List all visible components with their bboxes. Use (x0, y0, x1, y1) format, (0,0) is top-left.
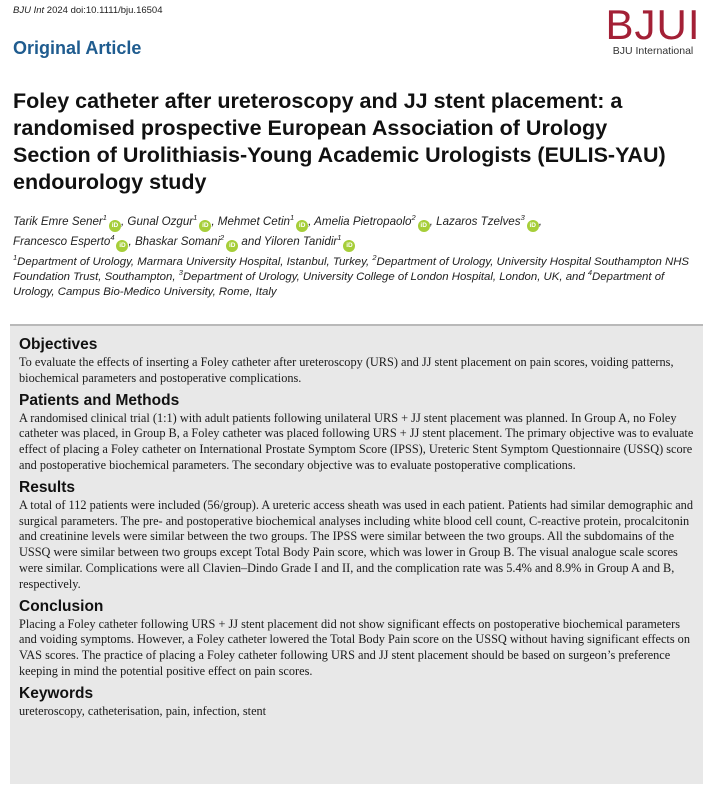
author-separator: , (128, 235, 132, 248)
author-name: and Yiloren Tanidir (241, 235, 338, 248)
author-list (13, 212, 703, 252)
section-heading-results: Results (19, 478, 75, 496)
affiliation-text: Department of Urology, University College of London Hospital, London, UK, and (182, 271, 588, 283)
author-entry (218, 215, 312, 228)
section-body-keywords: ureteroscopy, catheterisation, pain, infection, stent (19, 703, 267, 718)
author-separator: , (308, 215, 312, 228)
author-name: Mehmet Cetin (217, 215, 290, 228)
orcid-icon[interactable]: iD (199, 220, 211, 232)
author-separator: , (429, 215, 433, 228)
author-name: Amelia Pietropaolo (314, 215, 412, 228)
author-separator: , (120, 215, 125, 228)
author-name: Bhaskar Somani (134, 235, 221, 248)
affiliation-number: 4 (587, 268, 593, 278)
author-entry (127, 215, 214, 228)
author-separator: , (211, 215, 215, 228)
orcid-icon[interactable]: iD (109, 220, 121, 232)
orcid-icon[interactable]: iD (116, 240, 128, 252)
affiliation-number: 1 (13, 253, 18, 263)
citation-journal: BJU Int (13, 5, 45, 16)
section-heading-conclusion: Conclusion (19, 597, 104, 615)
author-entry (314, 215, 433, 228)
abstract-box (10, 324, 703, 784)
journal-logo (603, 1, 703, 57)
author-affiliation-mark: 2 (411, 213, 416, 223)
section-heading-keywords: Keywords (19, 684, 94, 702)
orcid-icon[interactable]: iD (296, 220, 308, 232)
affiliation-number: 2 (372, 253, 377, 263)
orcid-icon[interactable]: iD (226, 240, 238, 252)
section-body-objectives: To evaluate the effects of inserting a Foley catheter after ureteroscopy (URS) and JJ stent placement on pain scores, voiding patterns, biochemical parameters and postoperative complications. (19, 355, 674, 385)
author-entry (13, 235, 132, 248)
author-affiliation-mark: 1 (102, 213, 107, 223)
article-type-label: Original Article (13, 38, 142, 58)
affiliations (13, 255, 703, 300)
author-affiliation-mark: 1 (193, 213, 198, 223)
section-body-results: A total of 112 patients were included (56/group). A ureteric access sheath was used in each patient. Patients had similar demographic and surgical parameters. The pre- and postoperative biochemical analyses including white blood cell count, C-reactive protein, procalcitonin and creatinine levels were similar between the two groups. The IPSS were similar between the two groups. All the subdomains of the USSQ were similar between two groups except Total Body Pain score, which was lower in Group B. The visual analogue scale scores were similar. Complications were all Clavien–Dindo Grade I and II, and the complication rate was 5.4% and 8.9% in Group A and B, respectively. (19, 497, 693, 591)
orcid-icon[interactable]: iD (527, 220, 539, 232)
author-entry (436, 215, 542, 228)
section-heading-patients-and-methods: Patients and Methods (19, 391, 180, 409)
affiliation-number: 3 (178, 268, 183, 278)
section-heading-objectives: Objectives (19, 336, 98, 353)
author-entry (135, 235, 238, 248)
author-affiliation-mark: 2 (220, 233, 225, 243)
author-affiliation-mark: 3 (520, 213, 525, 223)
author-name: Tarik Emre Sener (13, 215, 103, 228)
logo-subtitle: BJU International (612, 45, 694, 57)
section-body-conclusion: Placing a Foley catheter following URS + JJ stent placement did not show significant effects on postoperative biochemical parameters and voiding symptoms. However, a Foley catheter lowered the Total Body Pain score on the USSQ without having significant effects on VAS scores. The practice of placing a Foley catheter following URS and JJ stent placement should be based on surgeon’s preference keeping in mind the potential positive effect on pain scores. (19, 616, 690, 678)
author-entry (241, 235, 355, 248)
orcid-icon[interactable]: iD (343, 240, 355, 252)
citation-doi: 2024 doi:10.1111/bju.16504 (46, 5, 163, 16)
author-affiliation-mark: 1 (289, 213, 295, 223)
affiliation-text: Department of Urology, Campus Bio-Medico University, Rome, Italy (13, 271, 665, 298)
author-name: Gunal Ozgur (127, 215, 194, 228)
affiliation-text: Department of Urology, University Hospital Southampton NHS Foundation Trust, Southampton, (13, 256, 690, 283)
author-name: Lazaros Tzelves (436, 215, 521, 228)
author-name: Francesco Esperto (13, 235, 111, 248)
author-entry (13, 215, 124, 228)
orcid-icon[interactable]: iD (418, 220, 430, 232)
author-affiliation-mark: 1 (337, 233, 342, 243)
author-separator: , (538, 215, 542, 228)
affiliation-text: Department of Urology, Marmara University Hospital, Istanbul, Turkey, (17, 256, 373, 268)
logo-mark: BJUI (605, 1, 701, 48)
section-body-patients-and-methods: A randomised clinical trial (1:1) with adult patients following unilateral URS + JJ stent placement was planned. In Group A, no Foley catheter was placed, in Group B, a Foley catheter was placed following URS + JJ stent placement. The primary objective was to evaluate effect of placing a Foley catheter on International Prostate Symptom Score (IPSS), Ureteric Stent Symptom Questionnaire (USSQ) score and postoperative biochemical parameters. The secondary objective was to evaluate postoperative complications. (19, 410, 694, 472)
author-affiliation-mark: 4 (110, 233, 115, 243)
journal-citation (13, 5, 163, 16)
article-title: Foley catheter after ureteroscopy and JJ stent placement: a randomised prospective European Association of Urology Section of Urolithiasis-Young Academic Urologists (EULIS-YAU) endourology study (13, 89, 666, 194)
